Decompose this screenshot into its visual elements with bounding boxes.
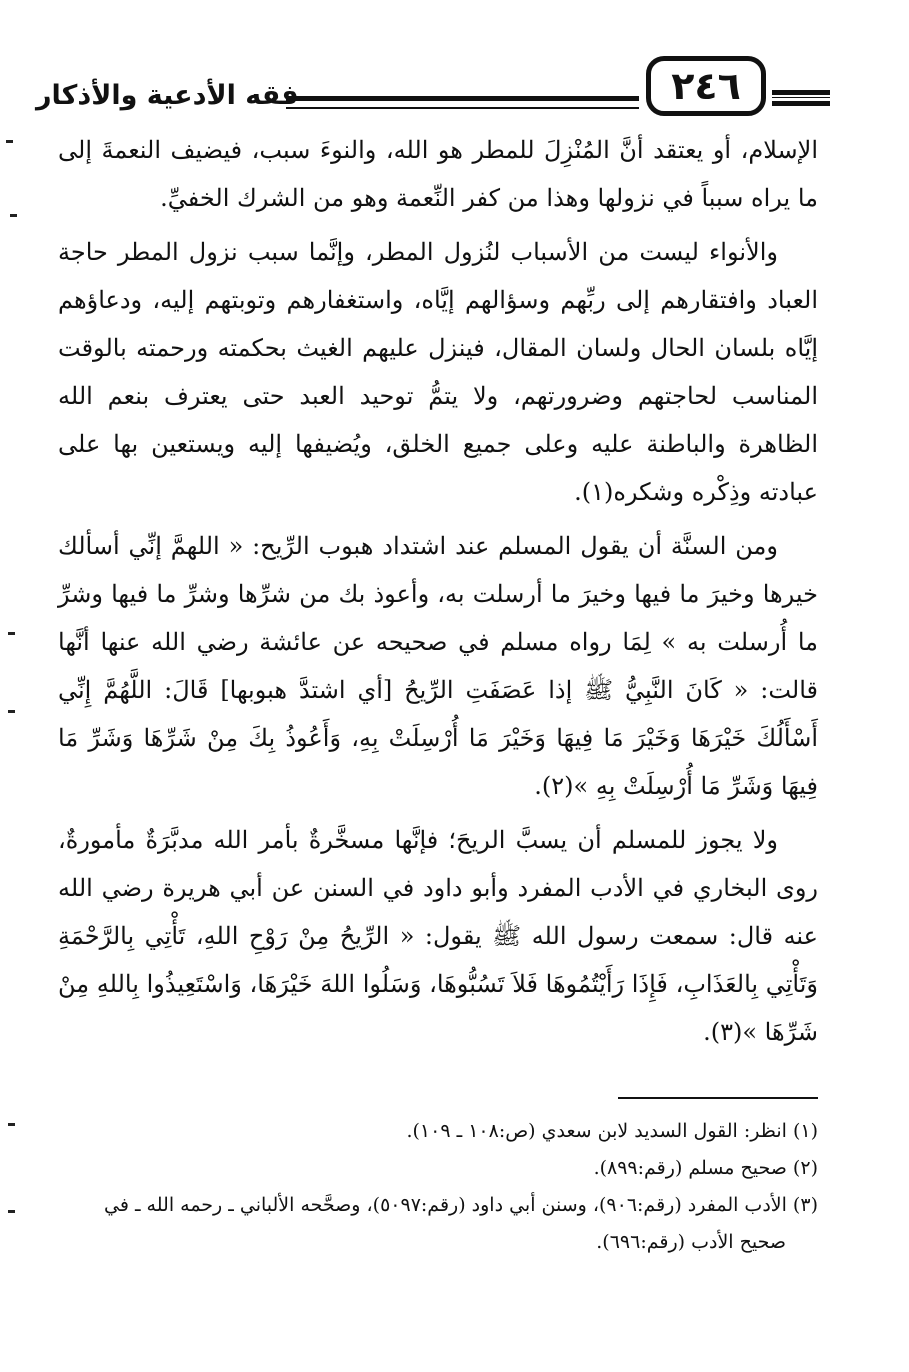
margin-mark	[8, 1210, 15, 1213]
footnote: (١) انظر: القول السديد لابن سعدي (ص:١٠٨ ـ ١٠٩).	[406, 1120, 818, 1142]
page-number: ٢٤٦	[646, 56, 766, 116]
main-text	[58, 126, 818, 1062]
margin-mark	[8, 632, 15, 635]
paragraph: ومن السنَّة أن يقول المسلم عند اشتداد هبوب الرِّيح: « اللهمَّ إنِّي أسألك خيرها وخيرَ ما فيها وخيرَ ما أرسلت به، وأعوذ بك من شرِّها وشرِّ ما فيها وشرِّ ما أُرسلت به » لِمَا رواه مسلم في صحيحه عن عائشة رضي الله عنها أنَّها قالت: « كَانَ النَّبِيُّ ﷺ إذا عَصَفَتِ الرِّيحُ [أي اشتدَّ هبوبها] قَالَ: اللَّهُمَّ إِنِّي أَسْأَلُكَ خَيْرَهَا وَخَيْرَ مَا فِيهَا وَخَيْرَ مَا أُرْسِلَتْ بِهِ، وَأَعُوذُ بِكَ مِنْ شَرِّهَا وَشَرِّ مَا فِيهَا وَشَرِّ مَا أُرْسِلَتْ بِهِ »(٢).	[58, 532, 819, 800]
footnotes	[58, 1113, 818, 1261]
paragraph: الإسلام، أو يعتقد أنَّ المُنْزِلَ للمطر هو الله، والنوءَ سبب، فيضيف النعمةَ إلى ما يراه سبباً في نزولها وهذا من كفر النِّعمة وهو من الشرك الخفيِّ.	[58, 136, 818, 212]
margin-mark	[8, 1123, 15, 1126]
page-header	[28, 54, 818, 124]
margin-mark	[8, 710, 15, 713]
margin-mark	[6, 140, 13, 143]
paragraph: والأنواء ليست من الأسباب لنُزول المطر، وإنَّما سبب نزول المطر حاجة العباد وافتقارهم إلى ربِّهم وسؤالهم إيَّاه، واستغفارهم وتوبتهم إليه، ودعاؤهم إيَّاه بلسان الحال ولسان المقال، فينزل عليهم الغيث بحكمته ورحمته بالوقت المناسب لحاجتهم وضرورتهم، ولا يتمُّ توحيد العبد حتى يعترف بنعم الله الظاهرة والباطنة عليه وعلى جميع الخلق، ويُضيفها إليه ويستعين بها على عبادته وذِكْره وشكره(١).	[58, 238, 818, 506]
footnote-separator	[618, 1097, 818, 1099]
footnote: (٣) الأدب المفرد (رقم:٩٠٦)، وسنن أبي داود (رقم:٥٠٩٧)، وصحَّحه الألباني ـ رحمه الله ـ في صحيح الأدب (رقم:٦٩٦).	[103, 1194, 818, 1253]
header-rule	[286, 96, 639, 109]
footnote: (٢) صحيح مسلم (رقم:٨٩٩).	[593, 1157, 818, 1179]
margin-mark	[10, 214, 17, 217]
book-title: فقه الأدعية والأذكار	[36, 80, 299, 111]
header-rule-right	[772, 90, 830, 106]
paragraph: ولا يجوز للمسلم أن يسبَّ الريحَ؛ فإنَّها مسخَّرةٌ بأمر الله مدبَّرَةٌ مأمورةٌ، روى البخاري في الأدب المفرد وأبو داود في السنن عن أبي هريرة رضي الله عنه قال: سمعت رسول الله ﷺ يقول: « الرِّيحُ مِنْ رَوْحِ اللهِ، تَأْتِي بِالرَّحْمَةِ وَتَأْتِي بِالعَذَابِ، فَإِذَا رَأَيْتُمُوهَا فَلاَ تَسُبُّوهَا، وَسَلُوا اللهَ خَيْرَهَا، وَاسْتَعِيذُوا بِاللهِ مِنْ شَرِّهَا »(٣).	[58, 826, 818, 1046]
